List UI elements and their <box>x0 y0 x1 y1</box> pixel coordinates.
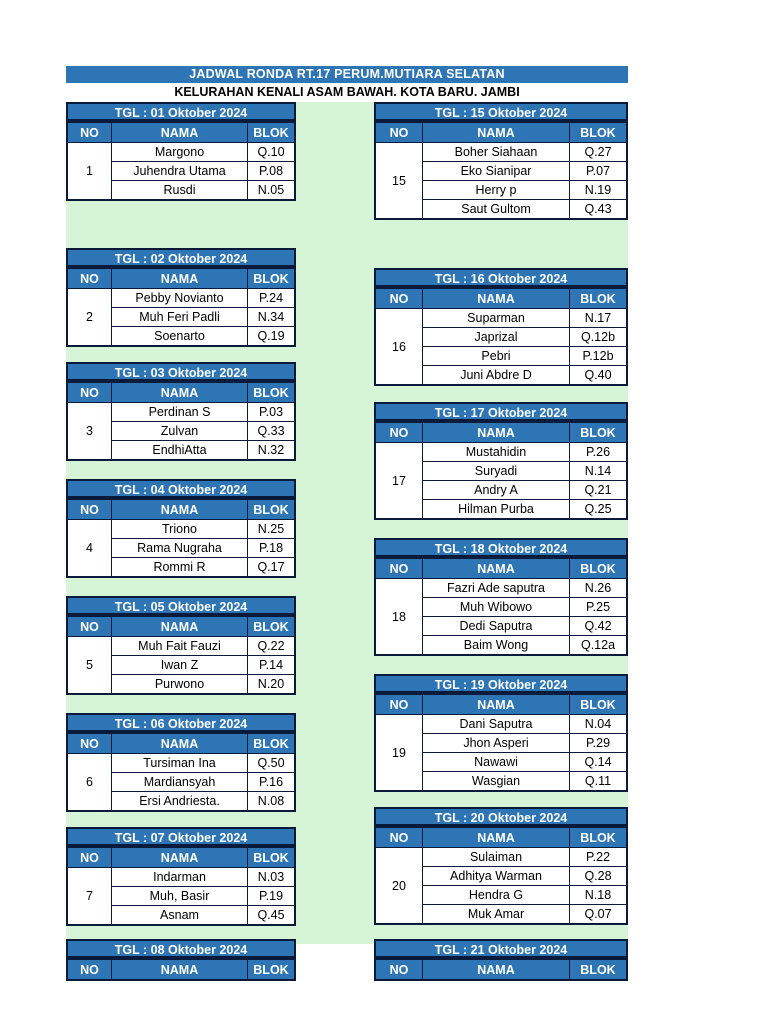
table-row <box>375 443 627 462</box>
member-blok: P.25 <box>570 598 628 617</box>
member-name: Triono <box>112 520 248 539</box>
column-header-no: NO <box>67 122 112 143</box>
member-name: Rama Nugraha <box>112 539 248 558</box>
member-blok: P.18 <box>248 539 296 558</box>
member-name: Mardiansyah <box>112 773 248 792</box>
member-blok: Q.22 <box>248 637 296 656</box>
column-header-no: NO <box>375 288 423 309</box>
column-header-blok: BLOK <box>570 122 628 143</box>
member-name: Saut Gultom <box>423 200 570 220</box>
group-number: 15 <box>375 143 423 220</box>
member-blok: Q.12a <box>570 636 628 656</box>
column-header-blok: BLOK <box>570 694 628 715</box>
member-name: Muh Wibowo <box>423 598 570 617</box>
member-blok: N.26 <box>570 579 628 598</box>
member-blok: Q.21 <box>570 481 628 500</box>
member-blok: Q.43 <box>570 200 628 220</box>
date-header: TGL : 06 Oktober 2024 <box>66 713 296 732</box>
column-header-no: NO <box>375 422 423 443</box>
table-row <box>375 579 627 598</box>
date-header: TGL : 21 Oktober 2024 <box>374 939 628 958</box>
member-name: Rusdi <box>112 181 248 201</box>
date-header: TGL : 04 Oktober 2024 <box>66 479 296 498</box>
group-number: 20 <box>375 848 423 925</box>
roster-table <box>374 287 628 386</box>
member-name: Nawawi <box>423 753 570 772</box>
column-header-blok: BLOK <box>248 268 296 289</box>
member-blok: Q.42 <box>570 617 628 636</box>
table-row <box>67 403 295 422</box>
date-header: TGL : 02 Oktober 2024 <box>66 248 296 267</box>
column-header-no: NO <box>67 847 112 868</box>
member-blok: Q.27 <box>570 143 628 162</box>
member-name: Jhon Asperi <box>423 734 570 753</box>
member-name: Tursiman Ina <box>112 754 248 773</box>
table-row <box>67 868 295 887</box>
member-name: Asnam <box>112 906 248 926</box>
member-name: Iwan Z <box>112 656 248 675</box>
group-number: 4 <box>67 520 112 578</box>
member-blok: N.34 <box>248 308 296 327</box>
group-number: 1 <box>67 143 112 201</box>
member-name: Mustahidin <box>423 443 570 462</box>
member-blok: P.19 <box>248 887 296 906</box>
schedule-block-right <box>374 674 628 792</box>
date-header: TGL : 17 Oktober 2024 <box>374 402 628 421</box>
column-header-nama: NAMA <box>423 959 570 980</box>
roster-table <box>374 557 628 656</box>
member-name: Baim Wong <box>423 636 570 656</box>
member-blok: N.19 <box>570 181 628 200</box>
member-name: Pebby Novianto <box>112 289 248 308</box>
group-number: 17 <box>375 443 423 520</box>
member-blok: Q.25 <box>570 500 628 520</box>
column-header-blok: BLOK <box>248 847 296 868</box>
group-number: 7 <box>67 868 112 926</box>
roster-table <box>66 846 296 926</box>
member-name: Muk Amar <box>423 905 570 925</box>
schedule-block-left <box>66 479 296 578</box>
schedule-block-left <box>66 939 296 981</box>
member-blok: P.14 <box>248 656 296 675</box>
group-number: 19 <box>375 715 423 792</box>
date-header: TGL : 03 Oktober 2024 <box>66 362 296 381</box>
member-name: Hilman Purba <box>423 500 570 520</box>
column-header-nama: NAMA <box>112 733 248 754</box>
column-header-nama: NAMA <box>112 268 248 289</box>
member-name: Rommi R <box>112 558 248 578</box>
member-blok: P.07 <box>570 162 628 181</box>
column-header-no: NO <box>375 959 423 980</box>
table-row <box>67 520 295 539</box>
date-header: TGL : 15 Oktober 2024 <box>374 102 628 121</box>
member-blok: P.12b <box>570 347 628 366</box>
roster-table <box>374 826 628 925</box>
member-name: Fazri Ade saputra <box>423 579 570 598</box>
schedule-block-right <box>374 268 628 386</box>
table-row <box>67 143 295 162</box>
member-blok: N.03 <box>248 868 296 887</box>
document-title: JADWAL RONDA RT.17 PERUM.MUTIARA SELATAN <box>66 66 628 83</box>
member-blok: Q.07 <box>570 905 628 925</box>
member-name: Suparman <box>423 309 570 328</box>
column-header-blok: BLOK <box>248 122 296 143</box>
schedule-block-right <box>374 538 628 656</box>
column-header-no: NO <box>375 827 423 848</box>
member-blok: P.26 <box>570 443 628 462</box>
group-number: 5 <box>67 637 112 695</box>
member-name: Dani Saputra <box>423 715 570 734</box>
column-header-blok: BLOK <box>570 288 628 309</box>
date-header: TGL : 18 Oktober 2024 <box>374 538 628 557</box>
member-name: Soenarto <box>112 327 248 347</box>
column-header-no: NO <box>375 694 423 715</box>
date-header: TGL : 07 Oktober 2024 <box>66 827 296 846</box>
member-name: Eko Sianipar <box>423 162 570 181</box>
column-header-nama: NAMA <box>112 122 248 143</box>
member-name: Wasgian <box>423 772 570 792</box>
column-header-no: NO <box>67 499 112 520</box>
member-name: Sulaiman <box>423 848 570 867</box>
member-blok: N.17 <box>570 309 628 328</box>
column-header-blok: BLOK <box>248 959 296 980</box>
member-blok: Q.11 <box>570 772 628 792</box>
column-header-nama: NAMA <box>423 558 570 579</box>
member-name: Muh Feri Padli <box>112 308 248 327</box>
schedule-block-right <box>374 402 628 520</box>
member-name: Muh, Basir <box>112 887 248 906</box>
member-blok: P.22 <box>570 848 628 867</box>
date-header: TGL : 19 Oktober 2024 <box>374 674 628 693</box>
date-header: TGL : 01 Oktober 2024 <box>66 102 296 121</box>
date-header: TGL : 16 Oktober 2024 <box>374 268 628 287</box>
member-blok: Q.17 <box>248 558 296 578</box>
column-header-blok: BLOK <box>248 499 296 520</box>
column-header-no: NO <box>375 558 423 579</box>
column-header-nama: NAMA <box>112 616 248 637</box>
table-row <box>375 848 627 867</box>
member-blok: N.14 <box>570 462 628 481</box>
group-number: 6 <box>67 754 112 812</box>
member-name: Ersi Andriesta. <box>112 792 248 812</box>
member-blok: Q.10 <box>248 143 296 162</box>
schedule-sheet <box>66 66 628 977</box>
member-blok: N.25 <box>248 520 296 539</box>
table-row <box>375 143 627 162</box>
member-blok: Q.12b <box>570 328 628 347</box>
document-subtitle: KELURAHAN KENALI ASAM BAWAH. KOTA BARU. JAMBI <box>66 83 628 102</box>
roster-table <box>66 732 296 812</box>
column-header-nama: NAMA <box>112 382 248 403</box>
schedule-block-left <box>66 248 296 347</box>
member-name: Muh Fait Fauzi <box>112 637 248 656</box>
group-number: 2 <box>67 289 112 347</box>
member-name: Zulvan <box>112 422 248 441</box>
roster-table <box>66 615 296 695</box>
member-blok: Q.40 <box>570 366 628 386</box>
column-header-nama: NAMA <box>112 499 248 520</box>
group-number: 18 <box>375 579 423 656</box>
member-blok: P.03 <box>248 403 296 422</box>
member-blok: Q.19 <box>248 327 296 347</box>
member-name: Boher Siahaan <box>423 143 570 162</box>
column-header-nama: NAMA <box>423 122 570 143</box>
column-header-nama: NAMA <box>423 827 570 848</box>
member-blok: N.32 <box>248 441 296 461</box>
date-header: TGL : 05 Oktober 2024 <box>66 596 296 615</box>
member-name: Margono <box>112 143 248 162</box>
member-blok: N.04 <box>570 715 628 734</box>
member-name: Suryadi <box>423 462 570 481</box>
date-header: TGL : 20 Oktober 2024 <box>374 807 628 826</box>
roster-table <box>374 121 628 220</box>
schedule-block-left <box>66 827 296 926</box>
date-header: TGL : 08 Oktober 2024 <box>66 939 296 958</box>
column-header-no: NO <box>375 122 423 143</box>
table-row <box>67 754 295 773</box>
schedule-block-right <box>374 807 628 925</box>
member-blok: P.29 <box>570 734 628 753</box>
table-row <box>375 309 627 328</box>
member-name: Dedi Saputra <box>423 617 570 636</box>
column-header-blok: BLOK <box>248 616 296 637</box>
member-blok: P.08 <box>248 162 296 181</box>
group-number: 3 <box>67 403 112 461</box>
column-header-blok: BLOK <box>248 382 296 403</box>
column-header-no: NO <box>67 959 112 980</box>
member-name: Hendra G <box>423 886 570 905</box>
column-header-blok: BLOK <box>570 827 628 848</box>
member-name: Juni Abdre D <box>423 366 570 386</box>
member-name: Purwono <box>112 675 248 695</box>
member-name: Pebri <box>423 347 570 366</box>
roster-table <box>66 267 296 347</box>
column-header-blok: BLOK <box>248 733 296 754</box>
column-header-nama: NAMA <box>112 847 248 868</box>
member-blok: N.20 <box>248 675 296 695</box>
roster-table <box>66 498 296 578</box>
member-blok: Q.14 <box>570 753 628 772</box>
member-blok: P.24 <box>248 289 296 308</box>
member-blok: Q.28 <box>570 867 628 886</box>
member-blok: P.16 <box>248 773 296 792</box>
column-header-no: NO <box>67 382 112 403</box>
schedule-block-right <box>374 102 628 220</box>
member-name: EndhiAtta <box>112 441 248 461</box>
column-header-nama: NAMA <box>423 694 570 715</box>
member-name: Andry A <box>423 481 570 500</box>
member-blok: N.18 <box>570 886 628 905</box>
member-blok: N.08 <box>248 792 296 812</box>
table-row <box>67 289 295 308</box>
column-header-blok: BLOK <box>570 422 628 443</box>
column-header-nama: NAMA <box>423 288 570 309</box>
member-name: Adhitya Warman <box>423 867 570 886</box>
column-header-blok: BLOK <box>570 959 628 980</box>
schedule-block-left <box>66 596 296 695</box>
roster-table <box>66 121 296 201</box>
table-row <box>67 637 295 656</box>
member-name: Herry p <box>423 181 570 200</box>
column-header-nama: NAMA <box>112 959 248 980</box>
group-number: 16 <box>375 309 423 386</box>
schedule-block-left <box>66 713 296 812</box>
member-name: Japrizal <box>423 328 570 347</box>
member-name: Juhendra Utama <box>112 162 248 181</box>
column-header-no: NO <box>67 733 112 754</box>
column-header-blok: BLOK <box>570 558 628 579</box>
table-row <box>375 715 627 734</box>
roster-table <box>374 421 628 520</box>
roster-table <box>374 958 628 981</box>
schedule-block-left <box>66 102 296 201</box>
schedule-block-left <box>66 362 296 461</box>
member-name: Indarman <box>112 868 248 887</box>
column-header-no: NO <box>67 268 112 289</box>
member-blok: N.05 <box>248 181 296 201</box>
member-blok: Q.45 <box>248 906 296 926</box>
column-header-no: NO <box>67 616 112 637</box>
column-header-nama: NAMA <box>423 422 570 443</box>
member-name: Perdinan S <box>112 403 248 422</box>
roster-table <box>374 693 628 792</box>
roster-table <box>66 958 296 981</box>
roster-table <box>66 381 296 461</box>
member-blok: Q.33 <box>248 422 296 441</box>
member-blok: Q.50 <box>248 754 296 773</box>
schedule-block-right <box>374 939 628 981</box>
